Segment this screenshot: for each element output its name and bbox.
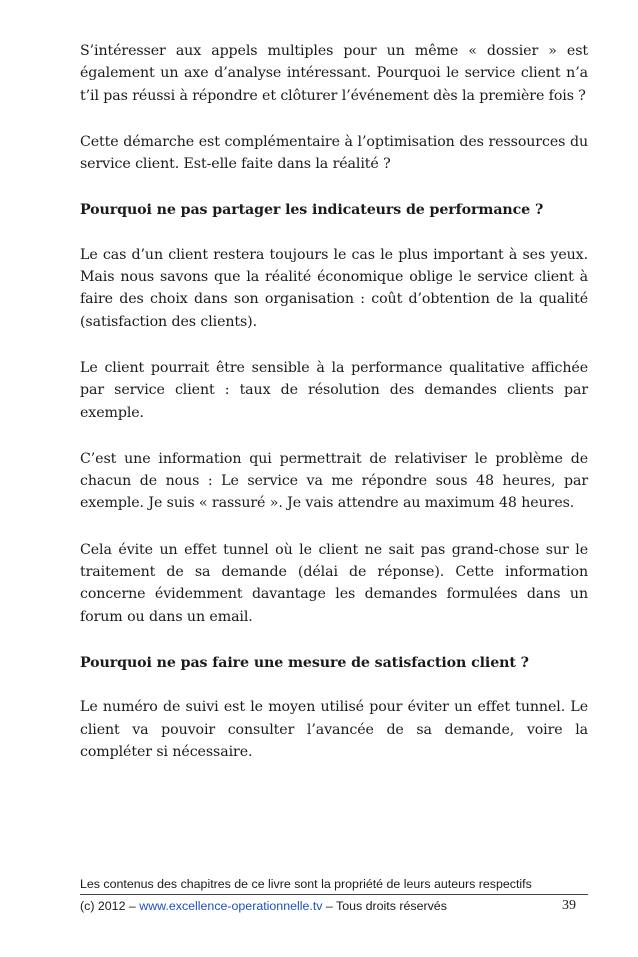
copyright-notice: Les contenus des chapitres de ce livre sont la propriété de leurs auteurs respectifs xyxy=(80,877,532,891)
paragraph: Le numéro de suivi est le moyen utilisé pour éviter un effet tunnel. Le client va pouvoir consulter l’avancée de sa demande, voire la compléter si nécessaire. xyxy=(80,699,588,760)
paragraph: Le client pourrait être sensible à la performance qualitative affichée par service client : taux de résolution des demandes clients par exemple. xyxy=(80,359,588,421)
website-link[interactable]: www.excellence-operationnelle.tv xyxy=(139,899,323,913)
section-heading: Pourquoi ne pas partager les indicateurs de performance ? xyxy=(80,202,544,219)
footer-divider xyxy=(80,894,588,895)
paragraph: Le cas d’un client restera toujours le cas le plus important à ses yeux. Mais nous savons que la réalité économique oblige le service client à faire des choix dans son organisation : coût d’obtention de la qualité (satisfaction des clients). xyxy=(80,246,588,330)
copyright-prefix: (c) 2012 – xyxy=(80,899,136,913)
rights-suffix: – Tous droits réservés xyxy=(325,899,447,913)
paragraph: Cette démarche est complémentaire à l’optimisation des ressources du service client. Est-elle faite dans la réalité ? xyxy=(80,133,588,173)
page-number: 39 xyxy=(562,898,576,913)
page-body xyxy=(80,40,588,787)
paragraph: S’intéresser aux appels multiples pour un même « dossier » est également un axe d’analyse intéressant. Pourquoi le service client n’a t’il pas réussi à répondre et clôturer l’événement dès la première fois ? xyxy=(80,43,588,104)
footer-credits xyxy=(80,897,588,915)
section-heading: Pourquoi ne pas faire une mesure de satisfaction client ? xyxy=(80,654,529,671)
paragraph: C’est une information qui permettrait de relativiser le problème de chacun de nous : Le service va me répondre sous 48 heures, par exemple. Je suis « rassuré ». Je vais attendre au maximum 48 heures. xyxy=(80,450,588,512)
paragraph: Cela évite un effet tunnel où le client ne sait pas grand-chose sur le traitement de sa demande (délai de réponse). Cette information concerne évidemment davantage les demandes formulées dans un forum ou dans un email. xyxy=(80,541,588,625)
page-footer xyxy=(80,876,588,915)
